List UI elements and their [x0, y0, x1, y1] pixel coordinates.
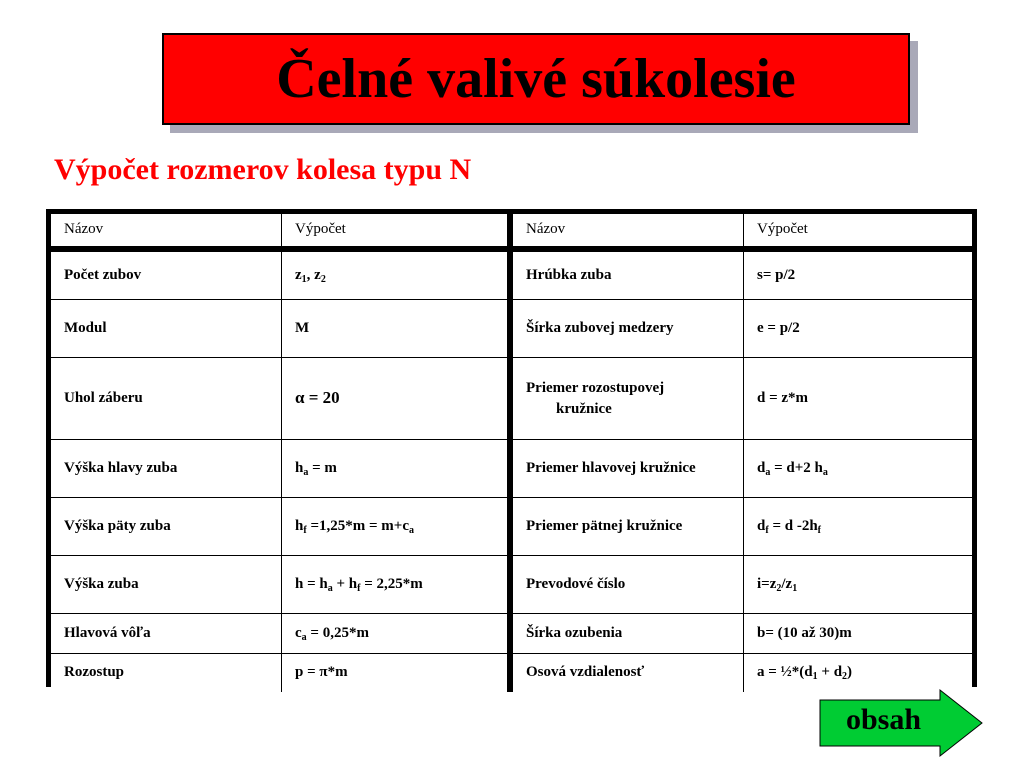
- header-cell-calc-left: Výpočet: [282, 214, 513, 252]
- title-banner: [162, 33, 910, 125]
- cell-name-left: Modul: [51, 300, 282, 358]
- cell-formula-left: M: [282, 300, 513, 358]
- header-cell-name-right: Názov: [513, 214, 744, 252]
- cell-name-right: Šírka zubovej medzery: [513, 300, 744, 358]
- cell-formula-left: $c_a = 0,25*m$: [282, 614, 513, 654]
- cell-formula-right: e = p/2: [744, 300, 972, 358]
- table-row: [51, 614, 972, 654]
- table-row: [51, 440, 972, 498]
- gear-dimensions-table: [46, 209, 977, 687]
- section-subtitle: Výpočet rozmerov kolesa typu N: [54, 153, 472, 186]
- cell-formula-left: $h = h_a + h_f = 2,25*m$: [282, 556, 513, 614]
- header-cell-calc-right: Výpočet: [744, 214, 972, 252]
- cell-name-right: Šírka ozubenia: [513, 614, 744, 654]
- table-row: [51, 300, 972, 358]
- cell-name-right: Priemer hlavovej kružnice: [513, 440, 744, 498]
- cell-name-left: Výška zuba: [51, 556, 282, 614]
- cell-formula-right: $d_f = d$ $-2h_f$: [744, 498, 972, 556]
- table-row: [51, 358, 972, 440]
- table-row: [51, 654, 972, 692]
- cell-name-left: Počet zubov: [51, 252, 282, 300]
- cell-name-left: Výška päty zuba: [51, 498, 282, 556]
- table-row: [51, 252, 972, 300]
- cell-formula-right: s= p/2: [744, 252, 972, 300]
- cell-formula-right: $d_a = d+2$ $h_a$: [744, 440, 972, 498]
- cell-formula-right: b= (10 až 30)m: [744, 614, 972, 654]
- cell-name-left: Výška hlavy zuba: [51, 440, 282, 498]
- cell-formula-left: $h_f =1,25*m = m+c_a$: [282, 498, 513, 556]
- cell-name-right: Priemer rozostupovej kružnice: [513, 358, 744, 440]
- table-row: [51, 498, 972, 556]
- table-header-row: [51, 214, 972, 252]
- obsah-button-label: obsah: [846, 703, 922, 736]
- cell-formula-right: $a = \frac{1}{2}*(d_1 + d_2)$: [744, 654, 972, 692]
- cell-name-left: Uhol záberu: [51, 358, 282, 440]
- cell-name-right: Prevodové číslo: [513, 556, 744, 614]
- cell-formula-left: p = π*m: [282, 654, 513, 692]
- cell-formula-right: d = z*m: [744, 358, 972, 440]
- table-row: [51, 556, 972, 614]
- cell-name-left: Hlavová vôľa: [51, 614, 282, 654]
- cell-formula-left: $z_1$, $z_2$: [282, 252, 513, 300]
- header-cell-name-left: Názov: [51, 214, 282, 252]
- cell-formula-left: $h_a = m$: [282, 440, 513, 498]
- cell-formula-left: α = 20: [282, 358, 513, 440]
- cell-name-right: Osová vzdialenosť: [513, 654, 744, 692]
- cell-name-left: Rozostup: [51, 654, 282, 692]
- cell-name-right: Hrúbka zuba: [513, 252, 744, 300]
- cell-formula-right: $i=z_2/z_1$: [744, 556, 972, 614]
- calc-table: [51, 214, 972, 692]
- page-title: Čelné valivé súkolesie: [276, 48, 796, 110]
- cell-name-right: Priemer pätnej kružnice: [513, 498, 744, 556]
- obsah-button[interactable]: [818, 688, 986, 758]
